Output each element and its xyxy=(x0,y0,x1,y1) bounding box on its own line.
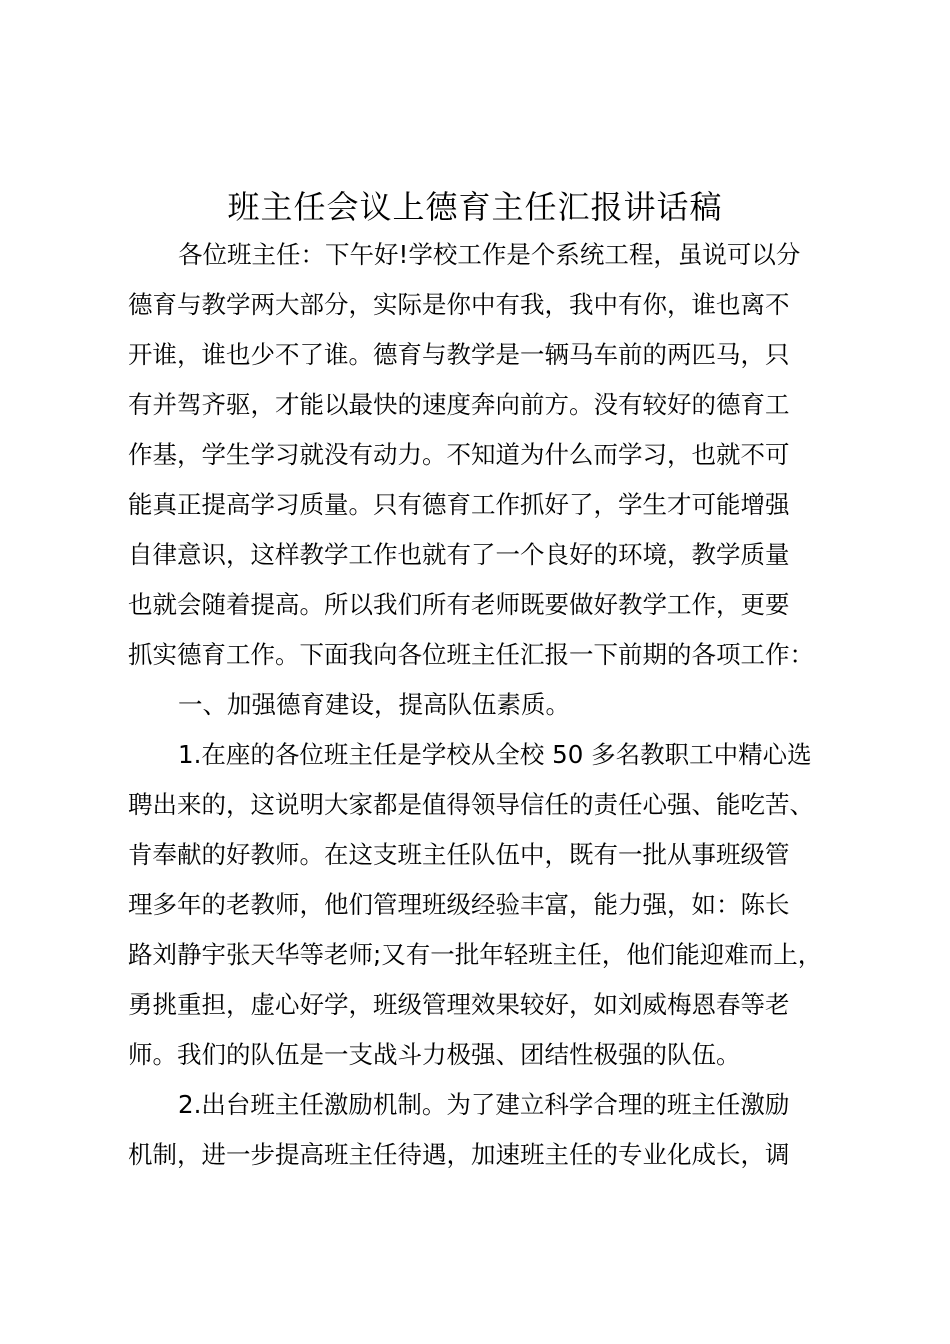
paragraph-line: 机制，进一步提高班主任待遇，加速班主任的专业化成长，调 xyxy=(128,1140,790,1169)
paragraph-line: 开谁，谁也少不了谁。德育与教学是一辆马车前的两匹马，只 xyxy=(128,340,790,369)
section-heading: 一、加强德育建设，提高队伍素质。 xyxy=(178,690,570,719)
paragraph-line: 1.在座的各位班主任是学校从全校 50 多名教职工中精心选 xyxy=(178,740,812,769)
paragraph-line: 自律意识，这样教学工作也就有了一个良好的环境，教学质量 xyxy=(128,540,790,569)
paragraph-line: 各位班主任：下午好!学校工作是个系统工程，虽说可以分 xyxy=(178,240,801,269)
paragraph-line: 勇挑重担，虚心好学，班级管理效果较好，如刘威梅恩春等老 xyxy=(128,990,790,1019)
paragraph-line: 理多年的老教师，他们管理班级经验丰富，能力强，如：陈长 xyxy=(128,890,790,919)
paragraph-line: 抓实德育工作。下面我向各位班主任汇报一下前期的各项工作： xyxy=(128,640,814,669)
document-title: 班主任会议上德育主任汇报讲话稿 xyxy=(227,188,723,226)
paragraph-line: 师。我们的队伍是一支战斗力极强、团结性极强的队伍。 xyxy=(128,1040,741,1069)
paragraph-line: 聘出来的，这说明大家都是值得领导信任的责任心强、能吃苦、 xyxy=(128,790,814,819)
paragraph-line: 作基，学生学习就没有动力。不知道为什么而学习，也就不可 xyxy=(128,440,790,469)
paragraph-line: 2.出台班主任激励机制。为了建立科学合理的班主任激励 xyxy=(178,1090,790,1119)
paragraph-line: 肯奉献的好教师。在这支班主任队伍中，既有一批从事班级管 xyxy=(128,840,790,869)
paragraph-line: 有并驾齐驱，才能以最快的速度奔向前方。没有较好的德育工 xyxy=(128,390,790,419)
paragraph-line: 路刘静宇张天华等老师;又有一批年轻班主任，他们能迎难而上， xyxy=(128,940,823,969)
paragraph-line: 德育与教学两大部分，实际是你中有我，我中有你，谁也离不 xyxy=(128,290,790,319)
document-body xyxy=(128,230,868,1180)
paragraph-line: 能真正提高学习质量。只有德育工作抓好了，学生才可能增强 xyxy=(128,490,790,519)
paragraph-line: 也就会随着提高。所以我们所有老师既要做好教学工作，更要 xyxy=(128,590,790,619)
